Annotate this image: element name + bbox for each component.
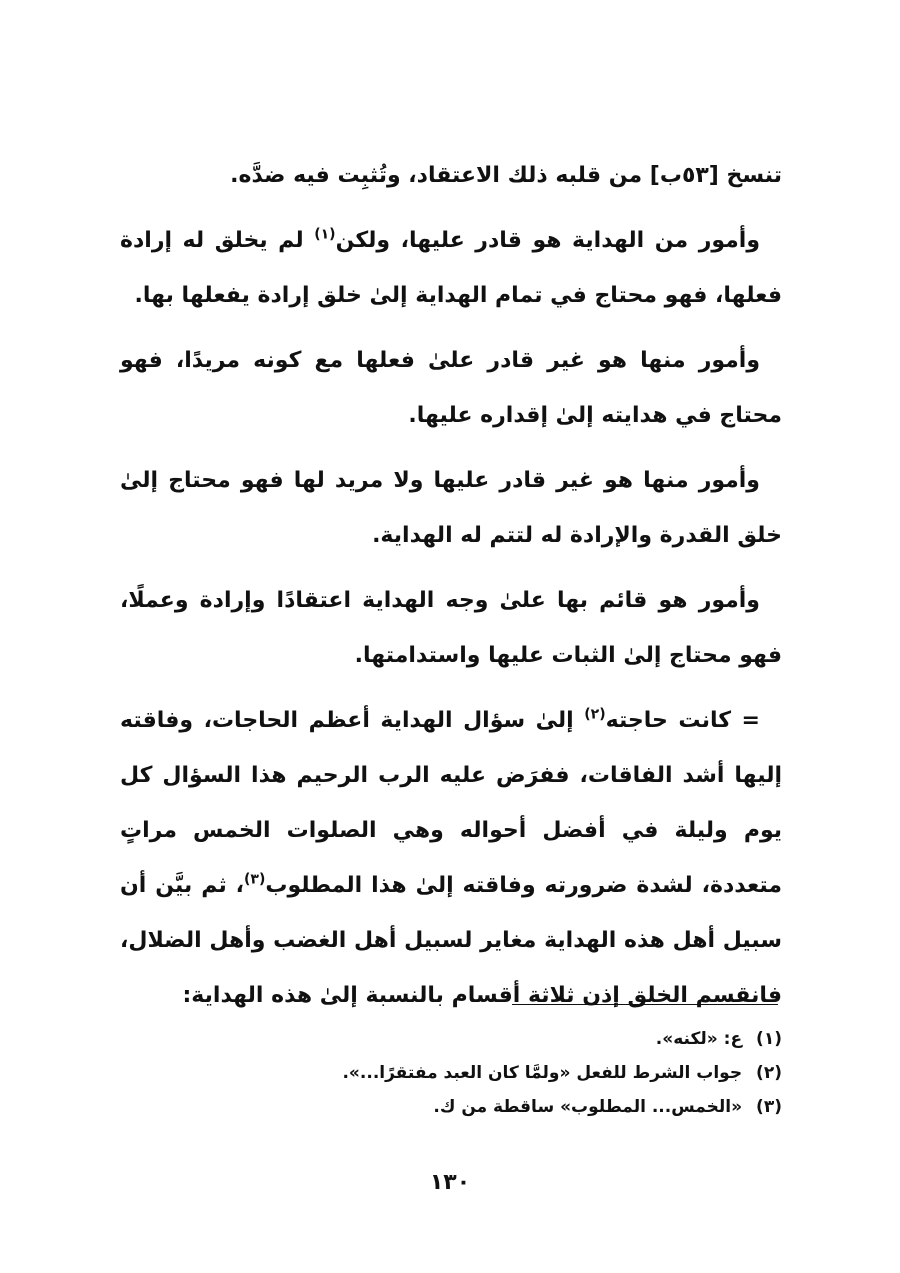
footnote-number: (١) <box>756 1029 782 1049</box>
paragraph: وأمور منها هو غير قادر علىٰ فعلها مع كونه مريدًا، فهو محتاج في هدايته إلىٰ إقداره عليها. <box>120 348 782 428</box>
footnote-number: (٢) <box>756 1063 782 1083</box>
paragraph: وأمور منها هو غير قادر عليها ولا مريد لها فهو محتاج إلىٰ خلق القدرة والإرادة له لتتم له الهداية. <box>120 468 782 548</box>
paragraph: تنسخ [٥٣ب] من قلبه ذلك الاعتقاد، وتُثبِت فيه ضدَّه. <box>230 163 782 188</box>
footnote-text: ع: «لكنه». <box>655 1029 743 1049</box>
main-text <box>120 148 782 1033</box>
footnote <box>120 1056 782 1090</box>
footnote-divider <box>512 1004 778 1005</box>
footnote-text: «الخمس... المطلوب» ساقطة من ك. <box>433 1097 743 1117</box>
footnote <box>120 1022 782 1056</box>
page-number: ١٣٠ <box>429 1170 471 1195</box>
paragraph: = كانت حاجته$^{(٢)}$ إلىٰ سؤال الهداية أعظم الحاجات، وفاقته إليها أشد الفاقات، ففرَض عليه الرب الرحيم هذا السؤال كل يوم وليلة في أفضل أحواله وهي الصلوات الخمس مراتٍ متعددة، لشدة ضرورته وفاقته إلىٰ هذا المطلوب$^{(٣)}$، ثم بيَّن أن سبيل أهل هذه الهداية مغاير لسبيل أهل الغضب وأهل الضلال، فانقسم الخلق إذن ثلاثة أقسام بالنسبة إلىٰ هذه الهداية: <box>120 706 782 1008</box>
footnote-text: جواب الشرط للفعل «ولمَّا كان العبد مفتقرًا...». <box>342 1063 743 1083</box>
footnote-ref[interactable]: (٣) <box>244 871 266 888</box>
paragraph: وأمور من الهداية هو قادر عليها، ولكن$^{(١)}$ لم يخلق له إرادة فعلها، فهو محتاج في تمام الهداية إلىٰ خلق إرادة يفعلها بها. <box>120 226 782 308</box>
footnote <box>120 1090 782 1124</box>
paragraph: وأمور هو قائم بها علىٰ وجه الهداية اعتقادًا وإرادة وعملًا، فهو محتاج إلىٰ الثبات عليها واستدامتها. <box>120 588 782 668</box>
footnote-ref[interactable]: (٢) <box>584 706 606 723</box>
footnotes <box>120 1022 782 1124</box>
footnote-ref[interactable]: (١) <box>314 226 336 243</box>
footnote-number: (٣) <box>756 1097 782 1117</box>
